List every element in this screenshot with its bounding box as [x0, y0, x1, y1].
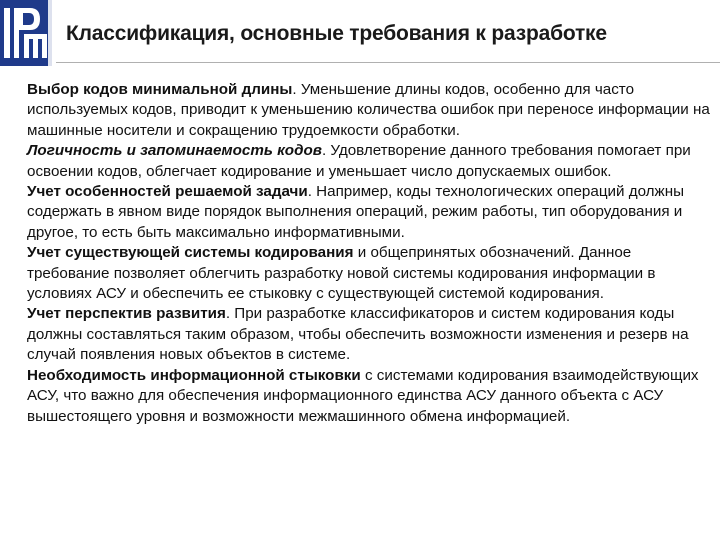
requirement-lead: Выбор кодов минимальной длины — [27, 81, 293, 98]
requirement-text: . Например, коды технологических операций должны содержать в явном виде порядок выполнения операций, режим работы, тип оборудования и другое, то есть быть максимально информативными. — [27, 183, 685, 241]
requirement-paragraph — [27, 243, 717, 304]
page-title: Классификация, основные требования к разработке — [66, 22, 607, 45]
requirement-text: и общепринятых обозначений. Данное требование позволяет облегчить разработку новой системы кодирования информации в условиях АСУ и обеспечить ее стыковку с существующей системой кодирования. — [27, 244, 656, 303]
requirement-text: . Удовлетворение данного требования помогает при освоении кодов, облегчает кодирование и уменьшает число допускаемых ошибок. — [27, 142, 691, 180]
requirement-paragraph — [27, 304, 717, 365]
title-divider — [56, 62, 720, 63]
requirements-list — [27, 80, 717, 427]
requirement-text: с системами кодирования взаимодействующих АСУ, что важно для обеспечения информационного единства АСУ данного объекта с АСУ вышестоящего уровня и возможности межмашинного обмена информацией. — [27, 366, 699, 425]
requirement-lead: Необходимость информационной стыковки — [27, 366, 361, 384]
requirement-paragraph — [27, 182, 717, 243]
requirement-lead: Учет существующей системы кодирования — [27, 244, 354, 262]
requirement-paragraph — [27, 80, 717, 141]
requirement-text: . Уменьшение длины кодов, особенно для часто используемых кодов, приводит к уменьшению количества ошибок при переносе информации на машинные носители и сокращению трудоемкости обработки. — [27, 81, 710, 139]
university-logo-icon — [0, 0, 52, 66]
requirement-lead: Учет перспектив развития — [27, 305, 226, 323]
requirement-paragraph — [27, 366, 717, 427]
requirement-lead: Учет особенностей решаемой задачи — [27, 183, 308, 201]
requirement-paragraph — [27, 141, 717, 182]
requirement-text: . При разработке классификаторов и систем кодирования коды должны составляться таким образом, чтобы обеспечить возможности изменения и резерв на случай появления новых объектов в системе. — [27, 305, 689, 364]
requirement-lead: Логичность и запоминаемость кодов — [27, 142, 322, 160]
